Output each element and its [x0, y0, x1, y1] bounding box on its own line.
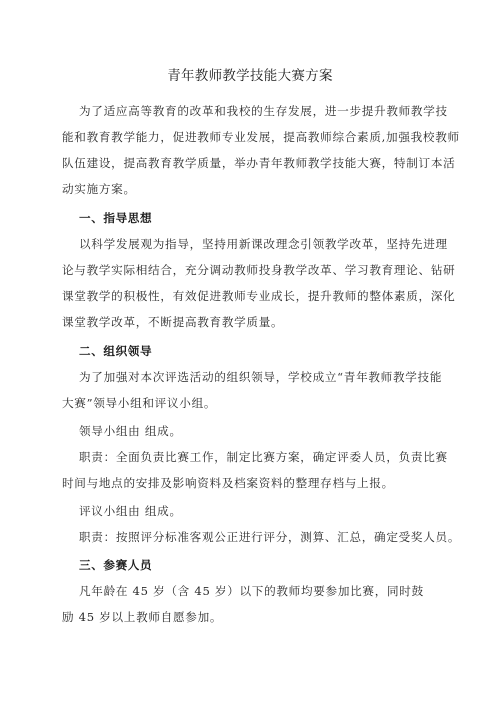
section-heading-guiding-ideology: 一、指导思想	[79, 211, 153, 225]
section2-line: 为了加强对本次评选活动的组织领导，学校成立“青年教师教学技能	[79, 370, 443, 384]
section2-line: 大赛”领导小组和评议小组。	[62, 396, 217, 410]
section2-line: 时间与地点的安排及影响资料及档案资料的整理存档与上报。	[62, 476, 394, 490]
section-heading-organization: 二、组织领导	[79, 344, 153, 358]
intro-line: 动实施方案。	[62, 182, 136, 196]
section3-line: 凡年龄在 45 岁（含 45 岁）以下的教师均要参加比赛，同时鼓	[79, 584, 424, 598]
section1-line: 论与教学实际相结合，充分调动教师投身教学改革、学习教育理论、钻研	[62, 263, 456, 277]
intro-line: 能和教育教学能力，促进教师专业发展，提高教师综合素质,加强我校教师	[62, 130, 460, 144]
section2-line: 职责：全面负责比赛工作，制定比赛方案，确定评委人员，负责比赛	[79, 450, 448, 464]
section1-line: 课堂教学的积极性，有效促进教师专业成长，提升教师的整体素质，深化	[62, 289, 456, 303]
intro-line: 为了适应高等教育的改革和我校的生存发展，进一步提升教师教学技	[79, 104, 448, 118]
section2-line: 评议小组由 组成。	[79, 504, 182, 518]
document-title: 青年教师教学技能大赛方案	[167, 68, 333, 84]
section1-line: 课堂教学改革，不断提高教育教学质量。	[62, 315, 284, 329]
section-heading-participants: 三、参赛人员	[79, 558, 153, 572]
intro-line: 队伍建设，提高教育教学质量，举办青年教师教学技能大赛，特制订本活	[62, 156, 456, 170]
section2-line: 职责：按照评分标准客观公正进行评分，测算、汇总，确定受奖人员。	[79, 530, 461, 544]
section3-line: 励 45 岁以上教师自愿参加。	[62, 610, 223, 624]
section2-line: 领导小组由 组成。	[79, 424, 182, 438]
section1-line: 以科学发展观为指导，坚持用新课改理念引领教学改革，坚持先进理	[79, 237, 448, 251]
